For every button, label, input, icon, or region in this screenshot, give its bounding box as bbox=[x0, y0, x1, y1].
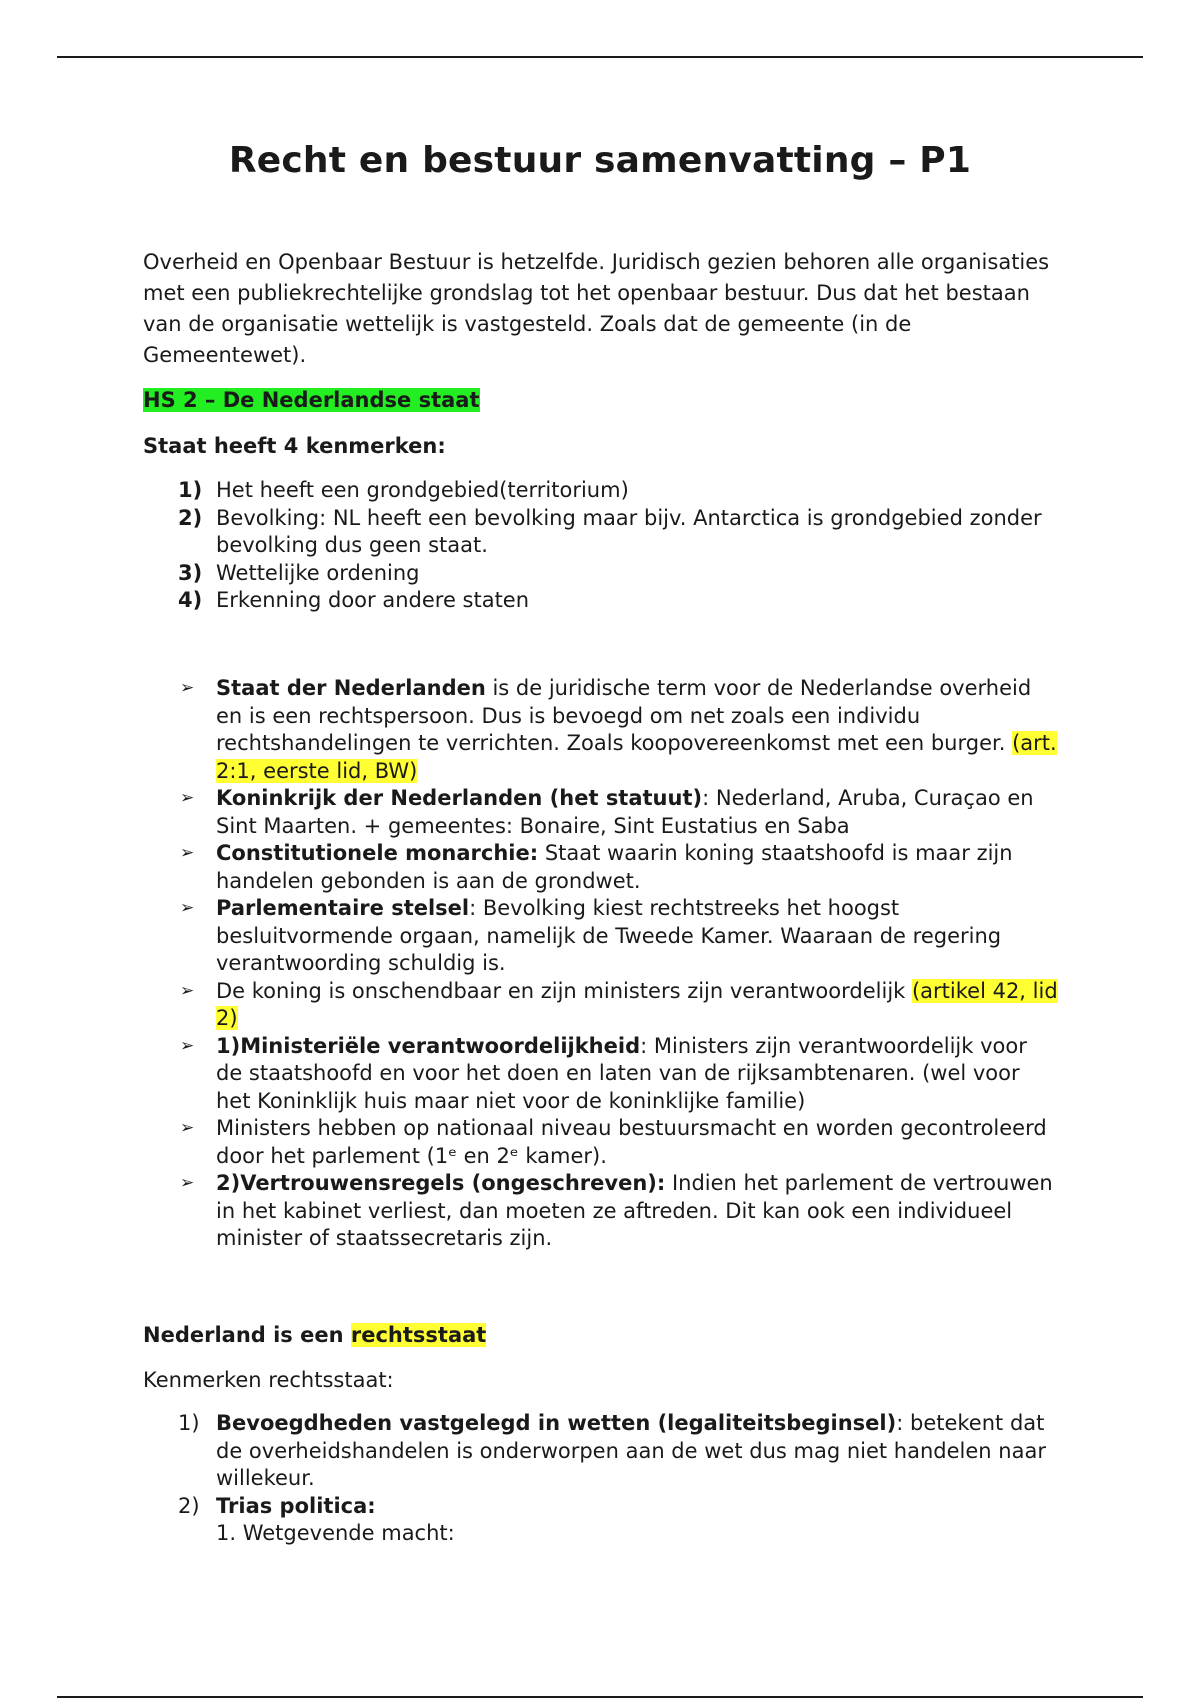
arrow-bullet-icon: ➢ bbox=[180, 898, 195, 918]
list-item: 1) Bevoegdheden vastgelegd in wetten (legaliteitsbeginsel): betekent dat de overheidshandelen is onderworpen aan de wet dus mag niet handelen naar willekeur. bbox=[178, 1411, 1046, 1490]
list-item: ➢ De koning is onschendbaar en zijn ministers zijn verantwoordelijk (artikel 42, lid 2) bbox=[180, 978, 1058, 1030]
bottom-rule bbox=[57, 1696, 1143, 1698]
list-item: 4) Erkenning door andere staten bbox=[178, 588, 530, 612]
kenmerken-subheading: Staat heeft 4 kenmerken: bbox=[143, 434, 446, 458]
rechtsstaat-kenmerken-list bbox=[178, 1410, 1058, 1548]
list-item: ➢ Koninkrijk der Nederlanden (het statuut): Nederland, Aruba, Curaçao en Sint Maarten. + gemeentes: Bonaire, Sint Eustatius en Saba bbox=[180, 786, 1034, 838]
arrow-bullet-icon: ➢ bbox=[180, 843, 195, 863]
page-title: Recht en bestuur samenvatting – P1 bbox=[228, 140, 972, 181]
section-heading-text: HS 2 – De Nederlandse staat bbox=[143, 388, 480, 412]
top-rule bbox=[57, 56, 1143, 58]
list-item: 2) Trias politica: 1. Wetgevende macht: bbox=[178, 1493, 455, 1545]
list-item: ➢ 1)Ministeriële verantwoordelijkheid: Ministers zijn verantwoordelijk voor de staatshoofd en voor het doen en laten van de rijksambtenaren. (wel voor het Koninklijk huis maar niet voor de koninklijke familie) bbox=[180, 1033, 1027, 1113]
list-item: ➢ Staat der Nederlanden is de juridische term voor de Nederlandse overheid en is een rechtspersoon. Dus is bevoegd om net zoals een individu rechtshandelingen te verrichten. Zoals koopovereenkomst met een burger. (art. 2:1, eerste lid, BW) bbox=[180, 676, 1057, 783]
staat-bullet-list bbox=[178, 675, 1058, 1253]
intro-paragraph: Overheid en Openbaar Bestuur is hetzelfde. Juridisch gezien behoren alle organisaties met een publiekrechtelijke grondslag tot het openbaar bestuur. Dus dat het bestaan van de organisatie wettelijk is vastgesteld. Zoals dat de gemeente (in de Gemeentewet). bbox=[143, 250, 1050, 367]
arrow-bullet-icon: ➢ bbox=[180, 788, 195, 808]
staat-kenmerken-list bbox=[178, 477, 1058, 615]
list-item: ➢ Ministers hebben op nationaal niveau bestuursmacht en worden gecontroleerd door het parlement (1ᵉ en 2ᵉ kamer). bbox=[180, 1116, 1047, 1168]
section-heading-nederlandse-staat bbox=[143, 386, 480, 415]
arrow-bullet-icon: ➢ bbox=[180, 980, 195, 1001]
section-heading-rechtsstaat: Nederland is een rechtsstaat bbox=[143, 1323, 487, 1347]
sub-list-item: 1. Wetgevende macht: bbox=[216, 1521, 455, 1545]
list-item: ➢ Parlementaire stelsel: Bevolking kiest rechtstreeks het hoogst besluitvormende orgaan, namelijk de Tweede Kamer. Waaraan de regering verantwoording schuldig is. bbox=[180, 896, 1002, 975]
list-item: ➢ 2)Vertrouwensregels (ongeschreven): Indien het parlement de vertrouwen in het kabinet verliest, dan moeten ze aftreden. Dit kan ook een individueel minister of staatssecretaris zijn. bbox=[180, 1171, 1053, 1250]
list-item: 1) Het heeft een grondgebied(territorium) bbox=[178, 478, 629, 502]
arrow-bullet-icon: ➢ bbox=[180, 1118, 195, 1138]
arrow-bullet-icon: ➢ bbox=[180, 678, 195, 698]
list-item: 2) Bevolking: NL heeft een bevolking maar bijv. Antarctica is grondgebied zonder bevolking dus geen staat. bbox=[178, 505, 1042, 557]
arrow-bullet-icon: ➢ bbox=[180, 1173, 195, 1193]
rechtsstaat-intro: Kenmerken rechtsstaat: bbox=[143, 1368, 394, 1392]
list-item: 3) Wettelijke ordening bbox=[178, 560, 420, 585]
arrow-bullet-icon: ➢ bbox=[180, 1035, 195, 1056]
list-item: ➢ Constitutionele monarchie: Staat waarin koning staatshoofd is maar zijn handelen gebonden is aan de grondwet. bbox=[180, 841, 1013, 893]
